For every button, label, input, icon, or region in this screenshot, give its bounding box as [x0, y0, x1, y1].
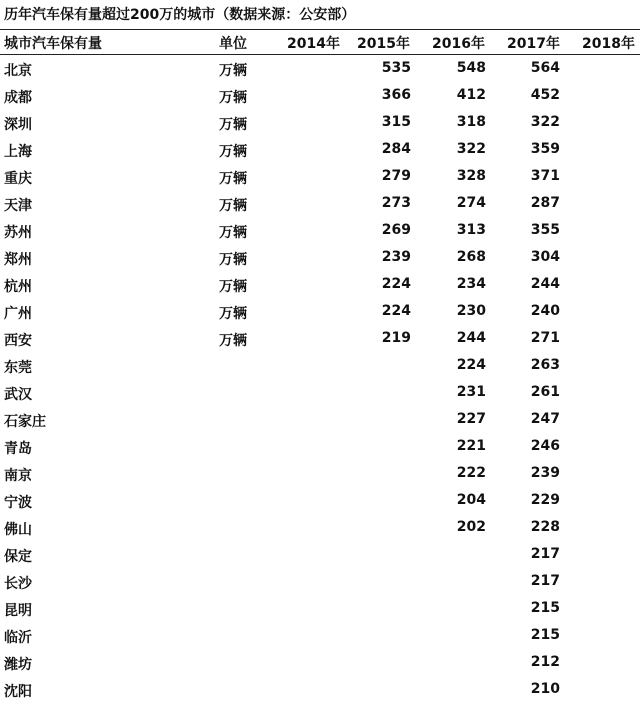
cell-unit: 万辆 — [219, 306, 247, 322]
cell-2016: 412 — [456, 87, 486, 103]
table-row — [0, 272, 640, 299]
header-2017: 2017年 — [507, 36, 560, 52]
cell-2016: 328 — [456, 168, 486, 184]
cell-2015: 269 — [381, 222, 411, 238]
table-row — [0, 299, 640, 326]
cell-city: 上海 — [4, 144, 32, 160]
cell-2016: 227 — [456, 411, 486, 427]
cell-2015: 224 — [381, 276, 411, 292]
cell-unit: 万辆 — [219, 279, 247, 295]
table-row — [0, 110, 640, 137]
table-row — [0, 56, 640, 83]
header-2015: 2015年 — [357, 36, 410, 52]
cell-2016: 231 — [456, 384, 486, 400]
cell-2017: 261 — [530, 384, 560, 400]
table-row — [0, 245, 640, 272]
table-row — [0, 191, 640, 218]
cell-2015: 279 — [381, 168, 411, 184]
header-2014: 2014年 — [287, 36, 340, 52]
cell-2016: 322 — [456, 141, 486, 157]
cell-2016: 204 — [456, 492, 486, 508]
cell-2015: 366 — [381, 87, 411, 103]
cell-city: 石家庄 — [4, 414, 46, 430]
cell-2015: 284 — [381, 141, 411, 157]
header-2018: 2018年 — [582, 36, 635, 52]
cell-city: 重庆 — [4, 171, 32, 187]
cell-2017: 271 — [530, 330, 560, 346]
cell-2017: 217 — [530, 573, 560, 589]
cell-2017: 210 — [530, 681, 560, 697]
cell-unit: 万辆 — [219, 333, 247, 349]
header-2016: 2016年 — [432, 36, 485, 52]
table-row — [0, 164, 640, 191]
cell-city: 杭州 — [4, 279, 32, 295]
cell-unit: 万辆 — [219, 117, 247, 133]
cell-unit: 万辆 — [219, 63, 247, 79]
table-row — [0, 353, 640, 380]
cell-2017: 355 — [530, 222, 560, 238]
cell-2017: 287 — [530, 195, 560, 211]
cell-2015: 224 — [381, 303, 411, 319]
table-row — [0, 83, 640, 110]
table-header — [0, 29, 640, 55]
table-row — [0, 623, 640, 650]
cell-city: 郑州 — [4, 252, 32, 268]
cell-city: 昆明 — [4, 603, 32, 619]
cell-city: 西安 — [4, 333, 32, 349]
cell-2016: 224 — [456, 357, 486, 373]
cell-2017: 215 — [530, 627, 560, 643]
cell-unit: 万辆 — [219, 171, 247, 187]
cell-city: 广州 — [4, 306, 32, 322]
cell-2015: 273 — [381, 195, 411, 211]
table-row — [0, 677, 640, 704]
cell-2017: 228 — [530, 519, 560, 535]
cell-2016: 313 — [456, 222, 486, 238]
cell-city: 佛山 — [4, 522, 32, 538]
table-row — [0, 461, 640, 488]
cell-city: 深圳 — [4, 117, 32, 133]
cell-2017: 564 — [530, 60, 560, 76]
cell-city: 青岛 — [4, 441, 32, 457]
cell-2015: 535 — [381, 60, 411, 76]
cell-city: 苏州 — [4, 225, 32, 241]
cell-2017: 322 — [530, 114, 560, 130]
cell-2017: 239 — [530, 465, 560, 481]
cell-2016: 244 — [456, 330, 486, 346]
header-unit: 单位 — [219, 36, 247, 52]
header-city: 城市汽车保有量 — [4, 36, 102, 52]
cell-2016: 222 — [456, 465, 486, 481]
table-row — [0, 569, 640, 596]
cell-2017: 371 — [530, 168, 560, 184]
cell-2017: 304 — [530, 249, 560, 265]
cell-2017: 217 — [530, 546, 560, 562]
cell-2016: 318 — [456, 114, 486, 130]
cell-city: 南京 — [4, 468, 32, 484]
cell-2016: 234 — [456, 276, 486, 292]
table-row — [0, 407, 640, 434]
table-row — [0, 650, 640, 677]
cell-2015: 239 — [381, 249, 411, 265]
cell-city: 武汉 — [4, 387, 32, 403]
cell-unit: 万辆 — [219, 225, 247, 241]
cell-2017: 229 — [530, 492, 560, 508]
cell-2016: 274 — [456, 195, 486, 211]
cell-city: 成都 — [4, 90, 32, 106]
cell-city: 天津 — [4, 198, 32, 214]
cell-2017: 246 — [530, 438, 560, 454]
table-row — [0, 596, 640, 623]
table-row — [0, 380, 640, 407]
cell-city: 潍坊 — [4, 657, 32, 673]
cell-2017: 247 — [530, 411, 560, 427]
cell-2017: 240 — [530, 303, 560, 319]
cell-unit: 万辆 — [219, 144, 247, 160]
cell-2017: 263 — [530, 357, 560, 373]
cell-city: 东莞 — [4, 360, 32, 376]
cell-2016: 268 — [456, 249, 486, 265]
cell-2015: 315 — [381, 114, 411, 130]
cell-2016: 548 — [456, 60, 486, 76]
table-row — [0, 542, 640, 569]
cell-city: 保定 — [4, 549, 32, 565]
cell-2016: 202 — [456, 519, 486, 535]
cell-city: 北京 — [4, 63, 32, 79]
table-title: 历年汽车保有量超过200万的城市（数据来源：公安部） — [4, 7, 356, 23]
cell-unit: 万辆 — [219, 90, 247, 106]
table-row — [0, 434, 640, 461]
cell-2016: 221 — [456, 438, 486, 454]
cell-city: 沈阳 — [4, 684, 32, 700]
table-row — [0, 137, 640, 164]
cell-2017: 212 — [530, 654, 560, 670]
table-row — [0, 326, 640, 353]
cell-unit: 万辆 — [219, 198, 247, 214]
cell-unit: 万辆 — [219, 252, 247, 268]
cell-city: 宁波 — [4, 495, 32, 511]
cell-2017: 244 — [530, 276, 560, 292]
table-row — [0, 515, 640, 542]
cell-city: 长沙 — [4, 576, 32, 592]
cell-2017: 215 — [530, 600, 560, 616]
cell-2017: 452 — [530, 87, 560, 103]
cell-city: 临沂 — [4, 630, 32, 646]
cell-2017: 359 — [530, 141, 560, 157]
table-row — [0, 218, 640, 245]
cell-2015: 219 — [381, 330, 411, 346]
table-row — [0, 488, 640, 515]
cell-2016: 230 — [456, 303, 486, 319]
